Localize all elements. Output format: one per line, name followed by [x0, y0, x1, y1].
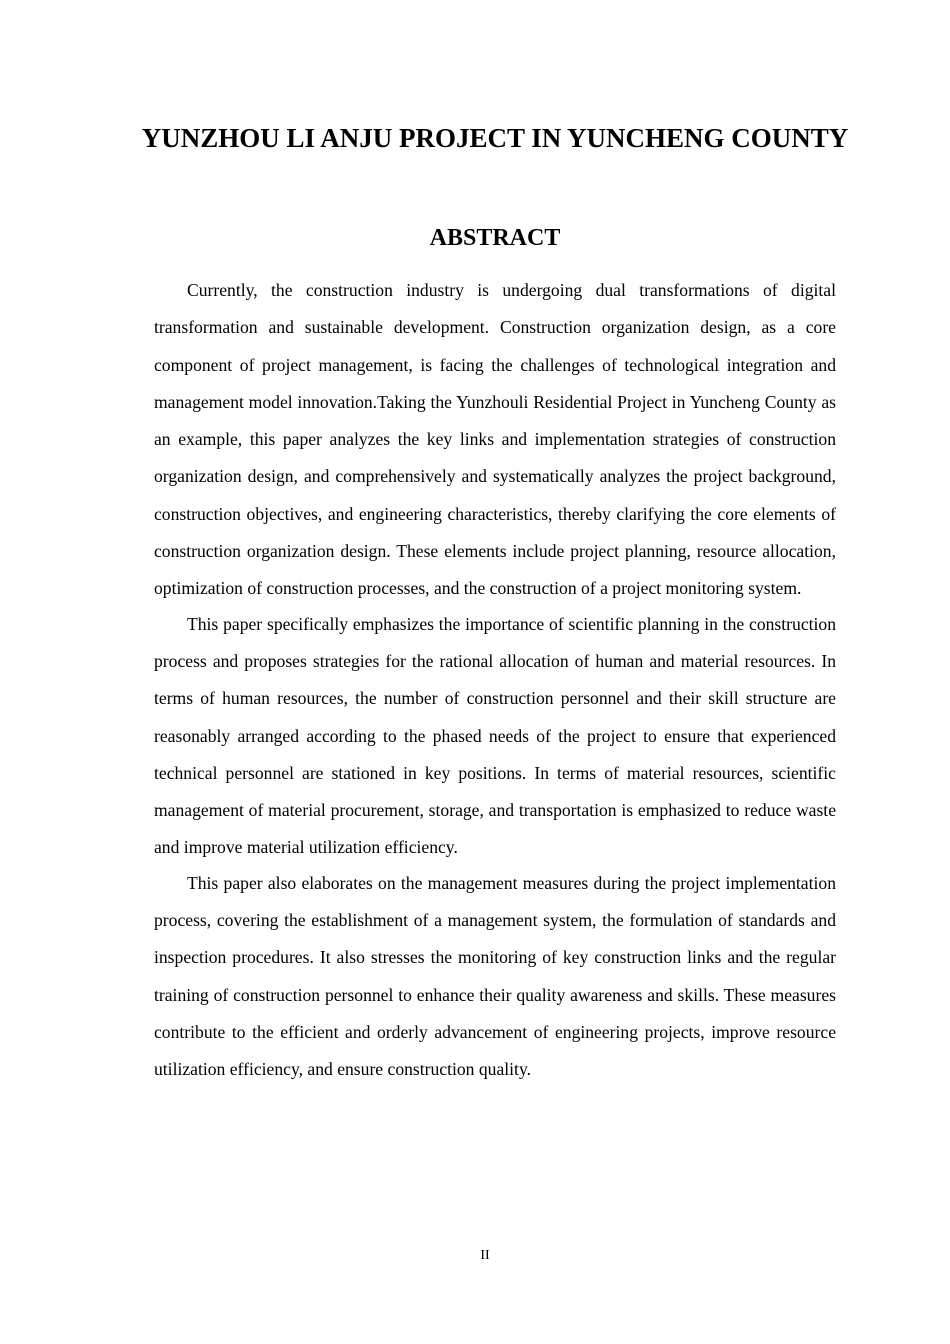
abstract-paragraph: This paper specifically emphasizes the importance of scientific planning in the construction process and proposes strategies for the rational allocation of human and material resources. In terms of human resources, the number of construction personnel and their skill structure are reasonably arranged according to the phased needs of the project to ensure that experienced technical personnel are stationed in key positions. In terms of material resources, scientific management of material procurement, storage, and transportation is emphasized to reduce waste and improve material utilization efficiency. — [154, 613, 836, 858]
abstract-heading: ABSTRACT — [429, 225, 561, 251]
abstract-paragraph: This paper also elaborates on the management measures during the project implementation process, covering the establishment of a management system, the formulation of standards and inspection procedures. It also stresses the monitoring of key construction links and the regular training of construction personnel to enhance their quality awareness and skills. These measures contribute to the efficient and orderly advancement of engineering projects, improve resource utilization efficiency, and ensure construction quality. — [154, 872, 836, 1080]
abstract-paragraph: Currently, the construction industry is undergoing dual transformations of digital transformation and sustainable development. Construction organization design, as a core component of project management, is facing the challenges of technological integration and management model innovation.Taking the Yunzhouli Residential Project in Yuncheng County as an example, this paper analyzes the key links and implementation strategies of construction organization design, and comprehensively and systematically analyzes the project background, construction objectives, and engineering characteristics, thereby clarifying the core elements of construction organization design. These elements include project planning, resource allocation, optimization of construction processes, and the construction of a project monitoring system. — [154, 280, 836, 599]
abstract-body — [154, 272, 836, 1089]
document-title: YUNZHOU LI ANJU PROJECT IN YUNCHENG COUNTY — [141, 123, 849, 153]
page-number: II — [480, 1248, 490, 1263]
